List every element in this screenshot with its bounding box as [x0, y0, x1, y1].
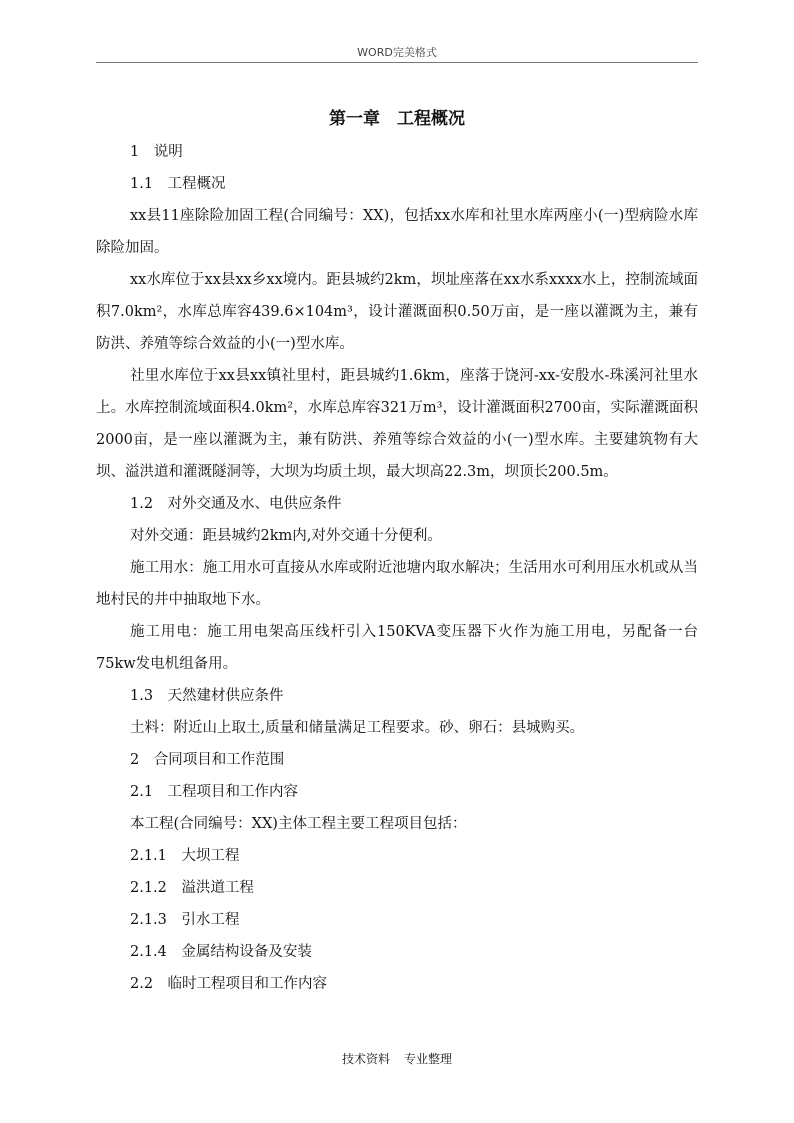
paragraph-materials: 土料：附近山上取土,质量和储量满足工程要求。砂、卵石：县城购买。 [130, 720, 585, 736]
section-heading-2-1-2: 2.1.2 溢洪道工程 [130, 880, 254, 896]
chapter-title: 第一章 工程概况 [329, 109, 465, 129]
paragraph-transport: 对外交通：距县城约2km内,对外交通十分便利。 [130, 528, 442, 544]
paragraph-power-supply: 施工用电：施工用电架高压线杆引入150KVA变压器下火作为施工用电，另配备一台75kw发电机组备用。 [96, 624, 698, 672]
page-footer [96, 1050, 698, 1067]
header-rule [96, 62, 698, 63]
page-header: WORD完美格式 [357, 46, 437, 59]
section-heading-1-2: 1.2 对外交通及水、电供应条件 [130, 496, 342, 512]
section-heading-1-3: 1.3 天然建材供应条件 [130, 688, 284, 704]
document-body [96, 136, 698, 1000]
section-heading-2-1: 2.1 工程项目和工作内容 [130, 784, 299, 800]
section-heading-2-1-3: 2.1.3 引水工程 [130, 912, 240, 928]
footer-right-text: 专业整理 [404, 1052, 453, 1066]
section-heading-1: 1 说明 [130, 144, 183, 160]
section-heading-2: 2 合同项目和工作范围 [130, 752, 285, 768]
paragraph-xx-reservoir: xx水库位于xx县xx乡xx境内。距县城约2km，坝址座落在xx水系xxxx水上，控制流域面积7.0km²，水库总库容439.6×104m³，设计灌溉面积0.50万亩，是一座以灌溉为主，兼有防洪、养殖等综合效益的小(一)型水库。 [96, 272, 698, 352]
section-heading-2-2: 2.2 临时工程项目和工作内容 [130, 976, 328, 992]
paragraph-water-supply: 施工用水：施工用水可直接从水库或附近池塘内取水解决；生活用水可利用压水机或从当地村民的井中抽取地下水。 [96, 560, 698, 608]
paragraph-project-scope: xx县11座除险加固工程(合同编号：XX)，包括xx水库和社里水库两座小(一)型病险水库除险加固。 [96, 208, 698, 256]
section-heading-2-1-4: 2.1.4 金属结构设备及安装 [130, 944, 312, 960]
paragraph-sheli-reservoir: 社里水库位于xx县xx镇社里村，距县城约1.6km，座落于饶河-xx-安殷水-珠溪河社里水上。水库控制流域面积4.0km²，水库总库容321万m³，设计灌溉面积2700亩，实际灌溉面积2000亩，是一座以灌溉为主，兼有防洪、养殖等综合效益的小(一)型水库。主要建筑物有大坝、溢洪道和灌溉隧洞等，大坝为均质土坝，最大坝高22.3m，坝顶长200.5m。 [96, 368, 698, 480]
section-heading-1-1: 1.1 工程概况 [130, 176, 226, 192]
footer-left-text: 技术资料 [341, 1052, 390, 1066]
section-heading-2-1-1: 2.1.1 大坝工程 [130, 848, 240, 864]
paragraph-main-works: 本工程(合同编号：XX)主体工程主要工程项目包括： [130, 816, 467, 832]
